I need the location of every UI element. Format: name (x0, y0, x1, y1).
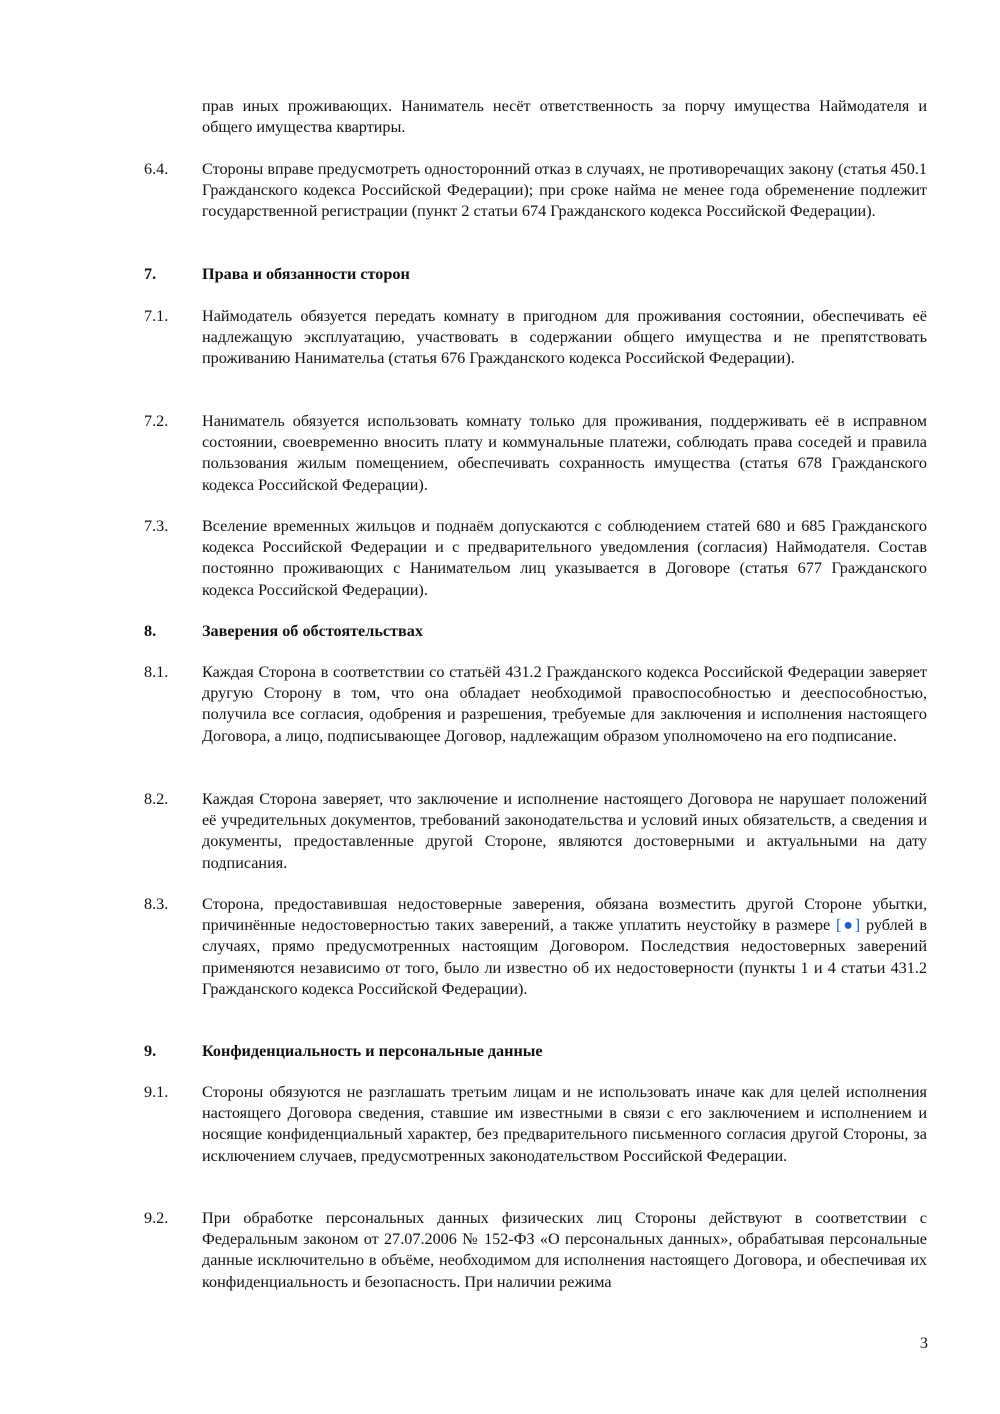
clause-9-2 (144, 1208, 927, 1293)
clause-number: 9.2. (144, 1209, 169, 1227)
clause-number: 7.2. (144, 412, 169, 430)
clause-text: Наниматель обязуется использовать комнату только для проживания, поддерживать её в исправном состоянии, своевременно вносить плату и коммунальные платежи, соблюдать права соседей и правила пользования жилым помещением, обеспечивать сохранность имущества (статья 678 Гражданского кодекса Российской Федерации). (202, 412, 927, 494)
clause-text-before: Сторона, предоставившая недостоверные заверения, обязана возместить другой Стороне убытки, причинённые недостоверностью таких заверений, а также уплатить неустойку в размере (202, 895, 927, 935)
clause-number: 9.1. (144, 1083, 169, 1101)
clause-number: 6.4. (144, 160, 169, 178)
clause-number: 8.1. (144, 663, 169, 681)
clause-7-1 (144, 306, 927, 370)
clause-text: Наймодатель обязуется передать комнату в пригодном для проживания состоянии, обеспечивать её надлежащую эксплуатацию, участвовать в содержании общего имущества и не препятствовать проживанию Нанимательа (статья 676 Гражданского кодекса Российской Федерации). (202, 307, 927, 368)
clause-8-2 (144, 789, 927, 874)
clause-number: 7.1. (144, 307, 169, 325)
clause-8-1 (144, 662, 927, 747)
section-8-heading (144, 621, 927, 642)
clause-7-3 (144, 516, 927, 601)
section-number: 8. (144, 622, 157, 640)
section-number: 9. (144, 1042, 157, 1060)
section-title: Конфиденциальность и персональные данные (202, 1042, 543, 1060)
clause-number: 8.2. (144, 790, 169, 808)
section-9-heading (144, 1041, 927, 1062)
section-title: Права и обязанности сторон (202, 265, 410, 283)
section-title: Заверения об обстоятельствах (202, 622, 423, 640)
clause-text: Стороны обязуются не разглашать третьим лицам и не использовать иначе как для целей исполнения настоящего Договора сведения, ставшие им известными в связи с его заключением и исполнением и носящие конфиденциальный характер, без предварительного письменного согласия другой Стороны, за исключением случаев, предусмотренных законодательством Российской Федерации. (202, 1083, 927, 1165)
clause-text: Каждая Сторона заверяет, что заключение и исполнение настоящего Договора не нарушает положений её учредительных документов, требований законодательства и условий иных обязательств, а сведения и документы, предоставленные другой Стороне, являются достоверными и актуальными на дату подписания. (202, 790, 927, 872)
amount-placeholder[interactable]: [●] (836, 916, 861, 935)
clause-6-4 (144, 159, 927, 223)
clause-text: При обработке персональных данных физических лиц Стороны действуют в соответствии с Федеральным законом от 27.07.2006 № 152-ФЗ «О персональных данных», обрабатывая персональные данные исключительно в объёме, необходимом для исполнения настоящего Договора, и обеспечивая их конфиденциальность и безопасность. При наличии режима (202, 1209, 927, 1291)
section-7-heading (144, 264, 927, 285)
paragraph-text: прав иных проживающих. Наниматель несёт ответственность за порчу имущества Наймодателя и общего имущества квартиры. (202, 97, 927, 137)
section-number: 7. (144, 265, 157, 283)
clause-text: Каждая Сторона в соответствии со статьёй 431.2 Гражданского кодекса Российской Федерации заверяет другую Сторону в том, что она обладает необходимой правоспособностью и дееспособностью, получила все согласия, одобрения и разрешения, требуемые для заключения и исполнения настоящего Договора, а лицо, подписывающее Договор, надлежащим образом уполномочено на его подписание. (202, 663, 927, 745)
paragraph-continuation (144, 96, 927, 138)
clause-number: 8.3. (144, 895, 169, 913)
page-number: 3 (919, 1334, 928, 1352)
clause-8-3 (144, 894, 927, 1000)
clause-number: 7.3. (144, 517, 169, 535)
clause-7-2 (144, 411, 927, 496)
clause-text-after: рублей в случаях, прямо предусмотренных настоящим Договором. Последствия недостоверных заверений применяются независимо от того, было ли известно об их недостоверности (пункты 1 и 4 статьи 431.2 Гражданского кодекса Российской Федерации). (202, 916, 927, 998)
clause-9-1 (144, 1082, 927, 1167)
clause-text: Стороны вправе предусмотреть односторонний отказ в случаях, не противоречащих закону (статья 450.1 Гражданского кодекса Российской Федерации); при сроке найма не менее года обременение подлежит государственной регистрации (пункт 2 статьи 674 Гражданского кодекса Российской Федерации). (202, 160, 927, 221)
clause-text (202, 894, 927, 1000)
clause-text: Вселение временных жильцов и поднаём допускаются с соблюдением статей 680 и 685 Гражданского кодекса Российской Федерации и с предварительного уведомления (согласия) Наймодателя. Состав постоянно проживающих с Нанимательом лиц указывается в Договоре (статья 677 Гражданского кодекса Российской Федерации). (202, 517, 927, 599)
